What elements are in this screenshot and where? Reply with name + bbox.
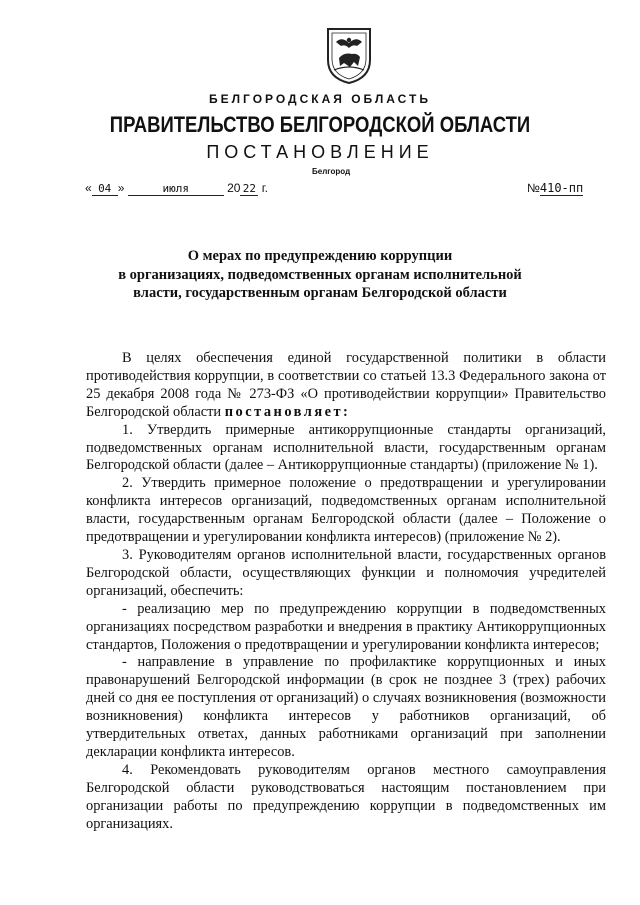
city-name: Белгород xyxy=(312,167,351,176)
paragraph-item-1: 1. Утвердить примерные антикоррупционные стандарты организаций, подведомственных органам исполнительной власти, государственным органам Белгородской области (далее – Антикоррупционные стандарты) (приложение № 1). xyxy=(86,421,606,474)
belgorod-coat-of-arms-icon xyxy=(324,26,374,84)
number-sign: № xyxy=(527,181,540,195)
resolves-keyword: постановляет: xyxy=(224,403,351,420)
title-line-1: О мерах по предупреждению коррупции xyxy=(187,248,453,264)
paragraph-preamble xyxy=(86,350,606,422)
paragraph-item-3: 3. Руководителям органов исполнительной власти, государственных органов Белгородской области, осуществляющих функции и полномочия учредителей организаций, обеспечить: xyxy=(86,546,606,599)
document-number xyxy=(527,181,583,195)
document-body xyxy=(86,350,606,833)
date-month: июля xyxy=(128,182,224,196)
title-line-2: в организациях, подведомственных органам исполнительной xyxy=(118,266,522,283)
document-type: ПОСТАНОВЛЕНИЕ xyxy=(206,142,434,162)
paragraph-item-3-bullet-1: - реализацию мер по предупреждению коррупции в подведомственных организациях посредством разработки и внедрения в практику Антикоррупционных стандартов, Положения о предотвращении и урегулировании конфликта интересов; xyxy=(86,600,606,653)
date-close-quote: » xyxy=(117,181,125,195)
region-name: БЕЛГОРОДСКАЯ ОБЛАСТЬ xyxy=(209,92,431,106)
preamble-text: В целях обеспечения единой государственной политики в области противодействия коррупции, в соответствии со статьей 13.3 Федерального закона от 25 декабря 2008 года № 273-ФЗ «О противодействии коррупции» Правительство Белгородской области xyxy=(86,350,606,420)
paragraph-item-3-bullet-2: - направление в управление по профилактике коррупционных и иных правонарушений Белгородской информации (в срок не позднее 3 (трех) рабочих дней со дня ее поступления от организаций) о случаях возникновения (возможности возникновения) конфликта интересов у работников организаций, об утвердительных ответах, данных работниками организаций при заполнении декларации конфликта интересов. xyxy=(86,654,606,760)
date-day: 04 xyxy=(92,182,118,196)
paragraph-item-2: 2. Утвердить примерное положение о предотвращении и урегулировании конфликта интересов организаций, подведомственных органам исполнительной власти, государственным органам Белгородской области (далее – Положение о предотвращении и урегулировании конфликта интересов) (приложение № 2). xyxy=(86,475,606,546)
document-title xyxy=(90,247,550,303)
paragraph-item-4: 4. Рекомендовать руководителям органов местного самоуправления Белгородской области руководствоваться настоящим постановлением при организации работы по предупреждению коррупции в подведомственных им организациях. xyxy=(86,761,606,832)
title-line-3: власти, государственным органам Белгородской области xyxy=(133,285,507,301)
date-open-quote: « xyxy=(85,181,92,195)
government-name: ПРАВИТЕЛЬСТВО БЕЛГОРОДСКОЙ ОБЛАСТИ xyxy=(109,112,531,137)
date-year-suffix: 22 xyxy=(240,182,258,196)
date-year-prefix: 20 xyxy=(227,181,241,195)
date-year-abbr: г. xyxy=(261,181,269,195)
number-value: 410-пп xyxy=(539,181,584,195)
document-date xyxy=(85,181,268,196)
